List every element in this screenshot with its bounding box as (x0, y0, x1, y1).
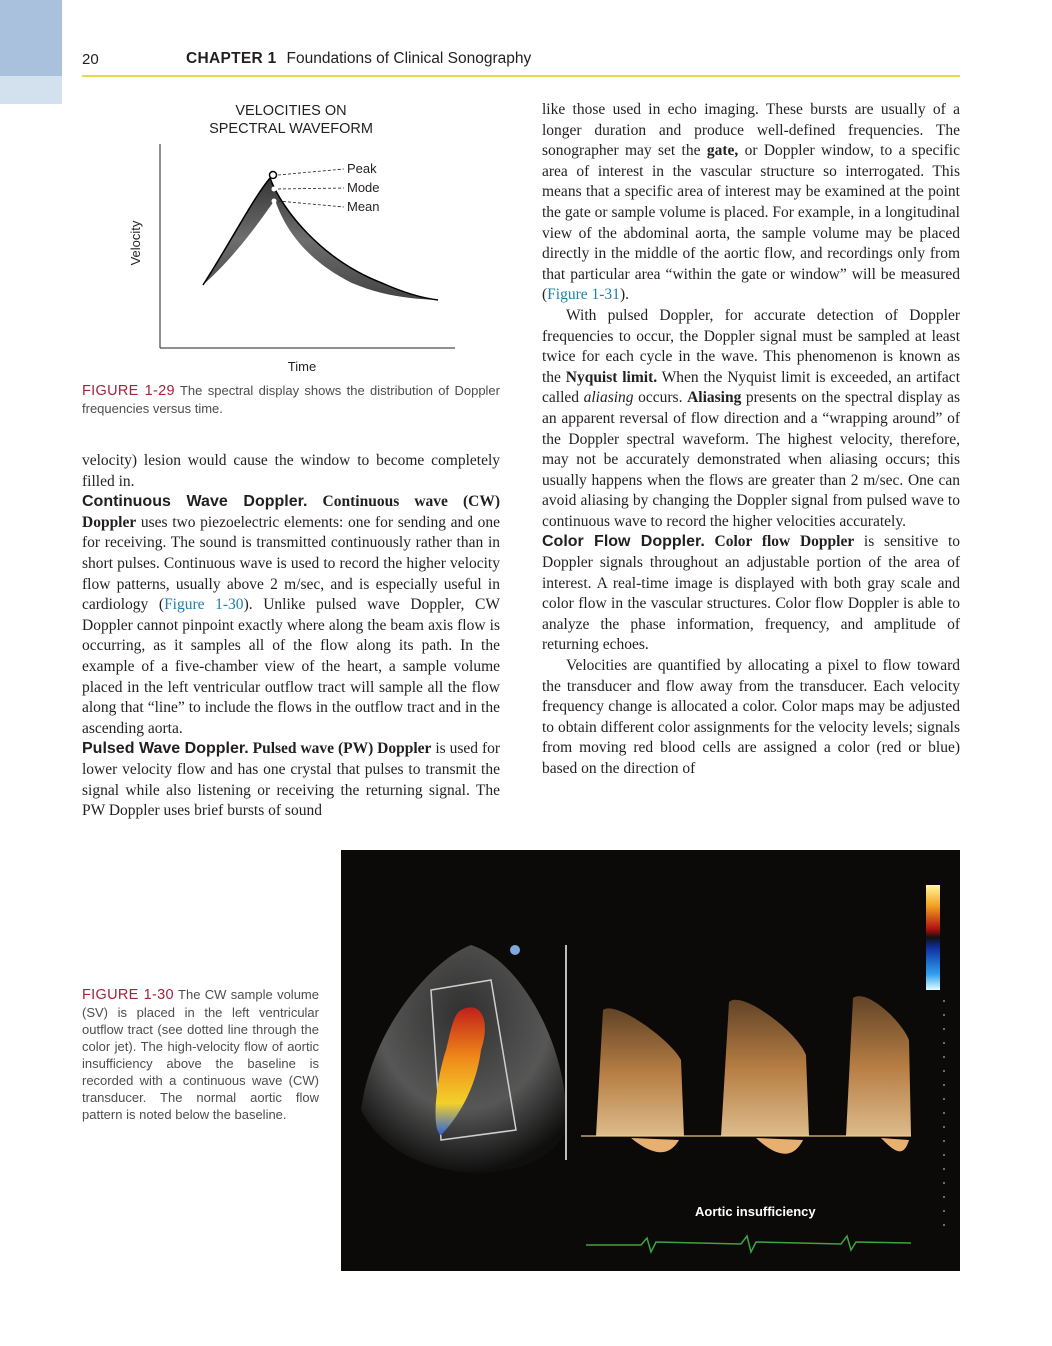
page-number: 20 (82, 51, 99, 68)
term-gate: gate, (706, 142, 739, 160)
term-aliasing-italic: aliasing (583, 389, 634, 407)
figure-label: FIGURE 1-30 (82, 987, 174, 1003)
body-text: ). Unlike pulsed wave Doppler, CW Doppler cannot pinpoint exactly where along the beam axis flow is occurring, as it samples all of the flow along its path. In the example of a five-chamber view of the heart, a sample volume placed in the left ventricular outflow tract will sample all the flow along that “line” to include the flows in the outflow tract and in the ascending aorta. (82, 596, 500, 737)
mode-label: Mode (347, 180, 380, 195)
caption-text: The CW sample volume (SV) is placed in the left ventricular outflow tract (see dotted line through the color jet). The high-velocity flow of aortic insufficiency above the baseline is recorded with a continuous wave (CW) transducer. The normal aortic flow pattern is noted below the baseline. (82, 987, 319, 1122)
term-cw: Continuous wave (CW) Doppler (82, 493, 501, 531)
body-text: uses two piezoelectric elements: one for sending and one for receiving. The sound is transmitted continuously rather than in short pulses. Continuous wave is used to record the higher velocity flow patterns, usually above 2 m/sec, and is especially useful in cardiology ( (82, 513, 500, 614)
term-aliasing: Aliasing (687, 389, 742, 407)
negative-flow-2 (756, 1138, 803, 1154)
term-color-flow: Color flow Doppler (714, 533, 855, 551)
figure-title-line2: SPECTRAL WAVEFORM (209, 121, 373, 137)
corner-tab-lower (0, 76, 62, 104)
spectral-envelope-2 (721, 1000, 809, 1136)
peak-marker (270, 172, 277, 179)
figure-1-30-caption (82, 986, 319, 1123)
spectral-envelope-3 (846, 996, 911, 1136)
chapter-label: CHAPTER 1 (186, 50, 277, 67)
ecg-trace (586, 1236, 911, 1252)
mode-leader (278, 188, 344, 189)
figure-title-line1: VELOCITIES ON (235, 103, 347, 119)
body-text: presents on the spectral display as an apparent reversal of flow direction and a “wrapping around” of the Doppler spectral waveform. The highest velocity, therefore, may not be accurately demonstrated when aliasing occurs; this usually happens when the flows are greater than 2 m/sec. One can avoid aliasing by changing the Doppler signal from pulsed wave to continuous wave to record the higher velocities accurately. (542, 389, 960, 530)
mean-label: Mean (347, 199, 380, 214)
figure-1-31-link[interactable]: Figure 1-31 (547, 286, 620, 304)
figure-1-30-ultrasound-image (341, 850, 960, 1271)
body-text: is sensitive to Doppler signals throughout an adjustable portion of the area of interest. A real-time image is displayed with both gray scale and color flow in the vascular structures. Color flow Doppler is able to analyze the phase information, frequency, and amplitude of returning echoes. (542, 533, 961, 654)
paragraph: velocity) lesion would cause the window to become completely filled in. (82, 452, 500, 490)
peak-label: Peak (347, 161, 377, 176)
body-text: is used for lower velocity flow and has one crystal that pulses to transmit the signal while also listening or receiving the returning signal. The PW Doppler uses brief bursts of sound (82, 740, 501, 820)
figure-1-30-link[interactable]: Figure 1-30 (164, 596, 244, 614)
mean-marker (272, 199, 277, 204)
body-text: like those used in echo imaging. These bursts are usually of a longer duration and produce well-defined frequencies. The sonographer may set the (542, 101, 960, 160)
body-text: When the Nyquist limit is exceeded, an artifact called (542, 368, 960, 407)
body-text: With pulsed Doppler, for accurate detection of Doppler frequencies to occur, the Doppler signal must be sampled at least twice for each cycle in the wave. This phenomenon is known as the (542, 306, 960, 386)
x-axis-label: Time (287, 359, 317, 374)
header-rule (82, 75, 960, 77)
waveform-envelope (203, 178, 438, 300)
negative-flow-1 (631, 1138, 679, 1152)
paragraph (542, 306, 960, 533)
mean-leader (278, 201, 344, 207)
section-heading-cw: Continuous Wave Doppler. (82, 493, 308, 511)
paragraph-color-flow (542, 532, 960, 656)
figure-1-29 (82, 100, 500, 390)
paragraph-pw (82, 739, 500, 821)
left-column (82, 451, 500, 822)
paragraph-cw (82, 492, 500, 739)
chapter-title: Foundations of Clinical Sonography (286, 50, 532, 67)
color-scale-bar (926, 885, 940, 990)
paragraph (542, 100, 960, 306)
spectral-envelope-1 (596, 1008, 684, 1136)
mode-marker (272, 187, 277, 192)
body-text: ). (619, 286, 629, 304)
running-header (186, 50, 531, 68)
corner-tab (0, 0, 62, 76)
y-axis-label: Velocity (128, 220, 143, 266)
paragraph: Velocities are quantified by allocating a pixel to flow toward the transducer and flow away from the transducer. Each velocity frequency change is allocated a color. Color maps may be adjusted to obtain different color assignments for the velocity levels; signals from moving red blood cells are assigned a color (red or blue) based on the direction of (542, 657, 960, 777)
caption-text: The spectral display shows the distribution of Doppler frequencies versus time. (82, 383, 500, 416)
negative-flow-3 (881, 1138, 909, 1151)
body-text: or Doppler window, to a specific area of interest in the vascular structure so interrogated. This means that a specific area of interest may be examined at the point the gate or sample volume is placed. For example, in a longitudinal view of the abdominal aorta, the sample volume may be placed directly in the middle of the aortic flow, and recordings only from that particular area “within the gate or window” will be measured ( (542, 142, 960, 304)
aortic-insufficiency-label: Aortic insufficiency (695, 1204, 816, 1219)
section-heading-pw: Pulsed Wave Doppler. (82, 740, 249, 758)
figure-label: FIGURE 1-29 (82, 383, 175, 399)
peak-leader (278, 169, 344, 175)
term-nyquist: Nyquist limit. (565, 368, 658, 386)
figure-1-29-caption (82, 382, 500, 417)
body-text: occurs. (633, 389, 688, 407)
spectral-waveform-diagram (82, 100, 500, 390)
section-heading-color-flow: Color Flow Doppler. (542, 533, 705, 551)
term-pw: Pulsed wave (PW) Doppler (252, 740, 432, 758)
right-column (542, 100, 960, 780)
ultrasound-illustration (341, 850, 960, 1271)
sample-marker (510, 945, 520, 955)
